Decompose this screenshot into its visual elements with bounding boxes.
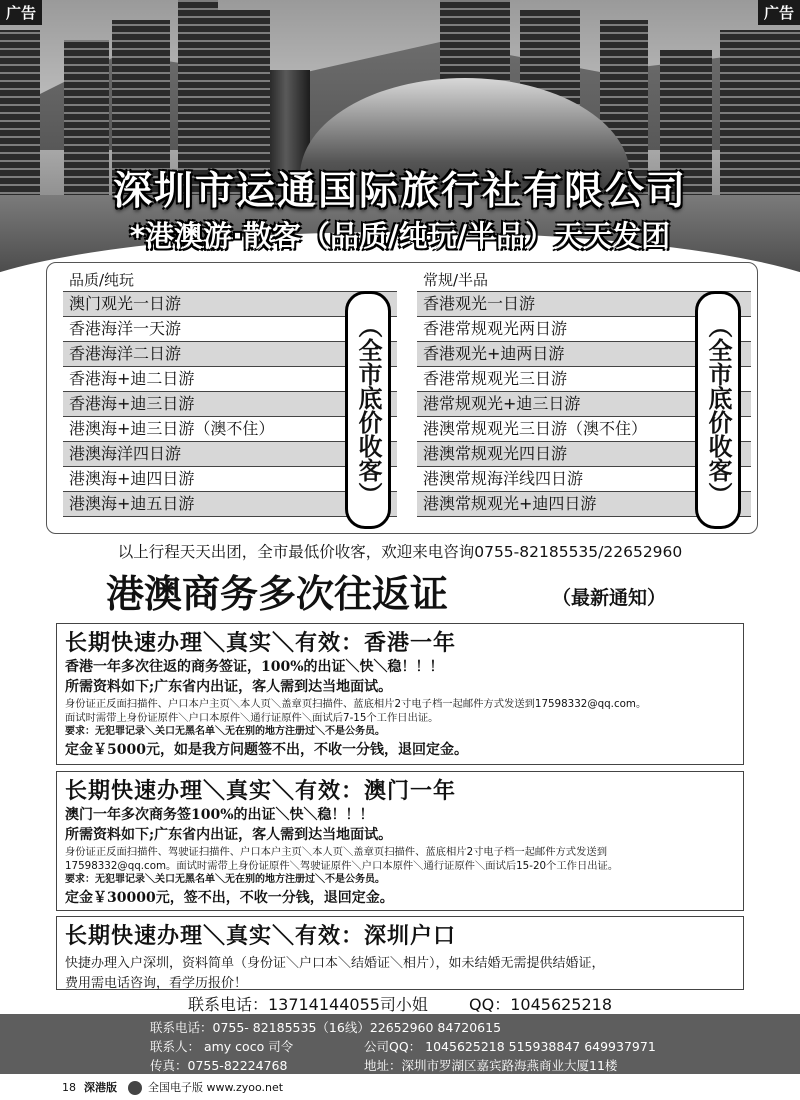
website-link[interactable]: 全国电子版 www.zyoo.net (148, 1081, 284, 1094)
hk-visa-line: 身份证正反面扫描件、户口本户主页＼本人页＼盖章页扫描件、蓝底相片2寸电子档一起邮件方式发送到17598332@qq.com。 (65, 698, 647, 710)
tour-item: 香港观光+迪两日游 (417, 342, 751, 367)
footer-bar (0, 1014, 800, 1074)
ad-label-right: 广告 (758, 0, 800, 25)
tour-item: 香港海洋二日游 (63, 342, 397, 367)
footer-phone: 联系电话：0755- 82185535（16线）22652960 84720615 (150, 1020, 502, 1035)
hk-visa-line: 所需资料如下;广东省内出证，客人需到达当地面试。 (65, 679, 393, 695)
column-header: 常规/半品 (417, 269, 751, 292)
macau-visa-line: 要求：无犯罪记录＼关口无黑名单＼无在别的地方注册过＼不是公务员。 (65, 874, 385, 885)
contact-line (0, 992, 800, 1015)
ad-label-left: 广告 (0, 0, 42, 25)
tour-item: 港澳常规观光+迪四日游 (417, 492, 751, 517)
footer-person: 联系人： amy coco 司令 (150, 1039, 294, 1054)
tour-item: 港澳常规观光三日游（澳不住） (417, 417, 751, 442)
lowest-price-stamp: （全市底价收客） (345, 291, 391, 529)
publisher-logo-icon (128, 1081, 142, 1095)
visa-title: 港澳商务多次往返证 (106, 571, 449, 616)
hk-visa-heading: 长期快速办理＼真实＼有效：香港一年 (65, 631, 457, 656)
hero-banner (0, 0, 800, 300)
tour-item: 港澳常规海洋线四日游 (417, 467, 751, 492)
company-name: 深圳市运通国际旅行社有限公司 (112, 169, 687, 214)
tour-item: 澳门观光一日游 (63, 292, 397, 317)
contact-phone: 联系电话：13714144055司小姐 (187, 995, 428, 1014)
shenzhen-hukou-line: 快捷办理入户深圳，资料简单（身份证＼户口本＼结婚证＼相片），如未结婚无需提供结婚证， (65, 956, 605, 971)
footer-qq: 公司QQ： 1045625218 515938847 649937971 (364, 1039, 656, 1054)
daily-departure-note: 以上行程天天出团，全市最低价收客，欢迎来电咨询0755-82185535/22652960 (117, 543, 683, 561)
hk-visa-box (56, 623, 744, 765)
macau-visa-line: 所需资料如下;广东省内出证，客人需到达当地面试。 (65, 827, 393, 843)
lowest-price-stamp: （全市底价收客） (695, 291, 741, 529)
tour-item: 香港海+迪二日游 (63, 367, 397, 392)
tour-item: 港常规观光+迪三日游 (417, 392, 751, 417)
page-footer (0, 1076, 800, 1100)
shenzhen-hukou-line: 费用需电话咨询，看学历报价！ (65, 976, 248, 991)
shenzhen-hukou-box (56, 916, 744, 990)
macau-visa-line: 身份证正反面扫描件、驾驶证扫描件、户口本户主页＼本人页＼盖章页扫描件、蓝底相片2寸电子档一起邮件方式发送到 (65, 846, 607, 858)
visa-latest-notice: （最新通知） (552, 587, 667, 609)
macau-visa-line: 17598332@qq.com。面试时需带上身份证原件＼驾驶证原件＼户口本原件＼通行证原件＼面试后15-20个工作日出证。 (65, 860, 619, 872)
tour-item: 香港海+迪三日游 (63, 392, 397, 417)
macau-visa-deposit: 定金￥30000元，签不出，不收一分钱，退回定金。 (65, 890, 394, 906)
tour-item: 港澳海+迪五日游 (63, 492, 397, 517)
tour-item: 港澳常规观光四日游 (417, 442, 751, 467)
contact-qq: QQ：1045625218 (469, 995, 613, 1014)
macau-visa-box (56, 771, 744, 911)
edition-label: 深港版 (84, 1081, 117, 1094)
hk-visa-line: 要求：无犯罪记录＼关口无黑名单＼无在别的地方注册过＼不是公务员。 (65, 726, 385, 737)
tour-item: 港澳海洋四日游 (63, 442, 397, 467)
hk-visa-line: 香港一年多次往返的商务签证，100%的出证＼快＼稳！！！ (65, 659, 444, 675)
tour-item: 香港常规观光三日游 (417, 367, 751, 392)
hero-subtitle: *港澳游·散客（品质/纯玩/半品）天天发团 (129, 219, 671, 253)
macau-visa-line: 澳门一年多次商务签100%的出证＼快＼稳！！！ (65, 807, 374, 823)
tour-item: 港澳海+迪三日游（澳不住） (63, 417, 397, 442)
shenzhen-hukou-heading: 长期快速办理＼真实＼有效：深圳户口 (65, 924, 457, 949)
tour-item: 香港海洋一天游 (63, 317, 397, 342)
hk-visa-line: 面试时需带上身份证原件＼户口本原件＼通行证原件＼面试后7-15个工作日出证。 (65, 712, 439, 724)
footer-address: 地址：深圳市罗湖区嘉宾路海燕商业大厦11楼 (364, 1058, 618, 1073)
macau-visa-heading: 长期快速办理＼真实＼有效：澳门一年 (65, 779, 457, 804)
tour-item: 香港常规观光两日游 (417, 317, 751, 342)
page-number: 18 (62, 1081, 76, 1094)
footer-fax: 传真：0755-82224768 (150, 1058, 288, 1073)
tour-table (46, 262, 758, 534)
hk-visa-deposit: 定金￥5000元，如是我方问题签不出，不收一分钱，退回定金。 (65, 742, 468, 758)
column-header: 品质/纯玩 (63, 269, 397, 292)
tour-item: 港澳海+迪四日游 (63, 467, 397, 492)
tour-item: 香港观光一日游 (417, 292, 751, 317)
